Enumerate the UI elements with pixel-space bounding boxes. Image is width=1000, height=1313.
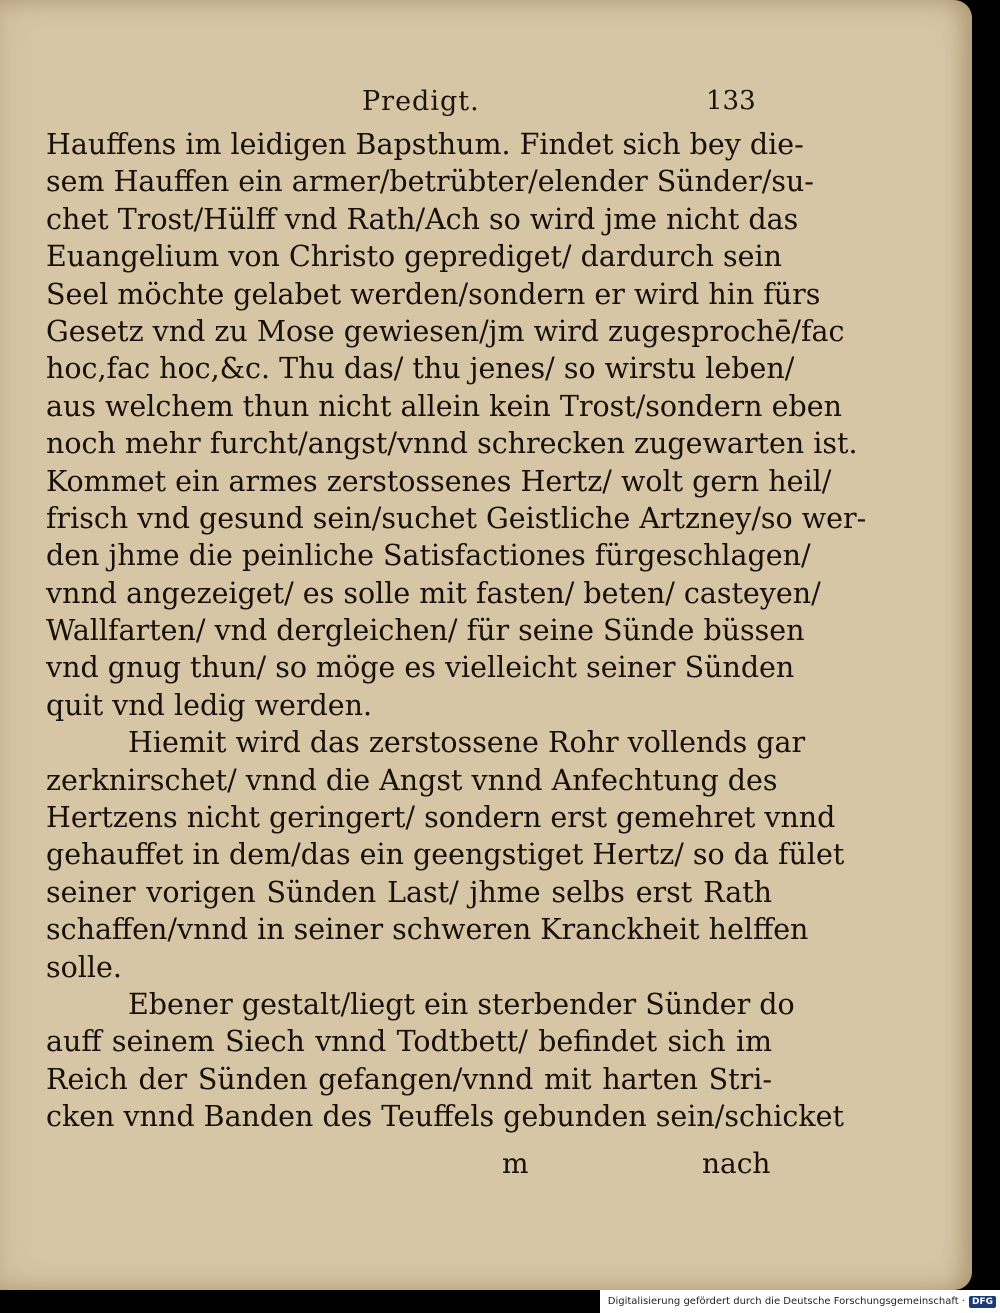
running-title: Predigt.: [362, 86, 480, 117]
catchword: nach: [702, 1147, 771, 1180]
text-line: Hauffens im leidigen Bapsthum. Findet sich bey die-: [46, 128, 804, 161]
digitization-footer: [600, 1290, 1000, 1313]
text-line: chet Trost/Hülff vnd Rath/Ach so wird jme nicht das: [46, 202, 799, 236]
text-line: hoc,fac hoc,&c. Thu das/ thu jenes/ so wirstu leben/: [46, 352, 795, 386]
text-line: Kommet ein armes zerstossenes Hertz/ wolt gern heil/: [46, 464, 832, 498]
text-line: seiner vorigen Sünden Last/ jhme selbs erst Rath: [46, 875, 772, 909]
text-line: vnd gnug thun/ so möge es vielleicht seiner Sünden: [46, 651, 795, 685]
funding-notice: Digitalisierung gefördert durch die Deutsche Forschungsgemeinschaft ·: [607, 1296, 965, 1307]
page-catch-line: [0, 1147, 972, 1187]
text-line: sem Hauffen ein armer/betrübter/elender Sünder/su-: [46, 165, 814, 199]
text-line: zerknirschet/ vnnd die Angst vnnd Anfechtung des: [46, 763, 778, 797]
text-line: cken vnnd Banden des Teuffels gebunden sein/schicket: [46, 1100, 844, 1134]
text-body: [46, 126, 867, 1136]
text-line: Reich der Sünden gefangen/vnnd mit harten Stri-: [46, 1062, 772, 1096]
text-line: Hiemit wird das zerstossene Rohr vollends gar: [128, 726, 806, 760]
text-line: Euangelium von Christo geprediget/ dardurch sein: [46, 240, 783, 274]
text-line: auff seinem Siech vnnd Todtbett/ befindet sich im: [46, 1025, 772, 1059]
text-line: Ebener gestalt/liegt ein sterbender Sünder do: [128, 987, 795, 1021]
text-line: Seel möchte gelabet werden/sondern er wird hin fürs: [46, 277, 821, 311]
text-line: aus welchem thun nicht allein kein Trost/sondern eben: [46, 389, 842, 423]
text-line: gehauffet in dem/das ein geengstiget Hertz/ so da fület: [46, 838, 845, 872]
page-number: 133: [706, 86, 756, 116]
text-line: Gesetz vnd zu Mose gewiesen/jm wird zugesprochē/fac: [46, 314, 845, 348]
text-line: vnnd angezeiget/ es solle mit fasten/ beten/ casteyen/: [46, 576, 821, 610]
dfg-logo-icon: DFG: [969, 1296, 996, 1308]
text-line: frisch vnd gesund sein/suchet Geistliche Artzney/so wer-: [46, 501, 867, 535]
text-line: noch mehr furcht/angst/vnnd schrecken zugewarten ist.: [46, 427, 858, 461]
text-line: quit vnd ledig werden.: [46, 688, 373, 722]
text-line: solle.: [46, 950, 122, 984]
text-line: den jhme die peinliche Satisfactiones fürgeschlagen/: [46, 539, 811, 573]
signature-mark: m: [502, 1147, 529, 1180]
page-header: [0, 86, 972, 122]
text-line: schaffen/vnnd in seiner schweren Kranckheit helffen: [46, 913, 809, 947]
text-line: Hertzens nicht geringert/ sondern erst gemehret vnnd: [46, 801, 836, 835]
text-line: Wallfarten/ vnd dergleichen/ für seine Sünde büssen: [46, 614, 805, 648]
